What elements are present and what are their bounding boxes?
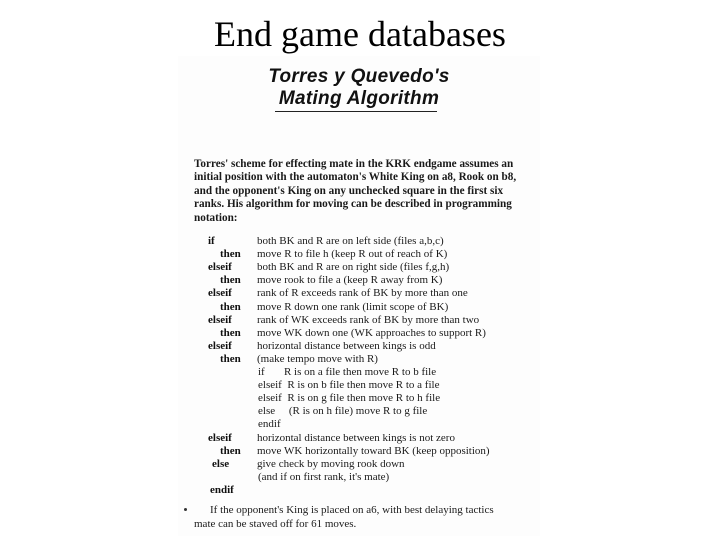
intro-line: initial position with the automaton's White King on a8, Rook on b8, bbox=[194, 171, 517, 184]
algorithm-statement: elseif R is on g file then move R to h file bbox=[258, 392, 441, 405]
bullet-dot bbox=[184, 508, 187, 511]
algorithm-statement: horizontal distance between kings is not zero bbox=[257, 431, 455, 444]
algorithm-statement: horizontal distance between kings is odd bbox=[257, 339, 436, 352]
algorithm-keyword: then bbox=[220, 248, 241, 261]
algorithm-keyword: elseif bbox=[208, 313, 232, 326]
algorithm-statement: rank of WK exceeds rank of BK by more than two bbox=[257, 313, 480, 326]
slide-title: End game databases bbox=[214, 14, 506, 54]
algorithm-statement: both BK and R are on right side (files f,g,h) bbox=[257, 261, 450, 274]
algorithm-statement: move R down one rank (limit scope of BK) bbox=[257, 300, 449, 313]
algorithm-keyword: then bbox=[220, 274, 241, 287]
algorithm-statement: if R is on a file then move R to b file bbox=[258, 366, 437, 378]
algorithm-keyword: elseif bbox=[208, 431, 232, 444]
intro-line: Torres' scheme for effecting mate in the KRK endgame assumes an bbox=[194, 158, 514, 170]
algorithm-keyword: then bbox=[220, 300, 241, 313]
footnote-line: If the opponent's King is placed on a6, with best delaying tactics bbox=[210, 504, 494, 516]
intro-line: notation: bbox=[194, 211, 238, 224]
algorithm-statement: move rook to file a (keep R away from K) bbox=[257, 274, 443, 287]
algorithm-statement: move WK down one (WK approaches to support R) bbox=[257, 326, 486, 339]
intro-line: ranks. His algorithm for moving can be described in programming bbox=[194, 198, 512, 211]
algorithm-keyword: elseif bbox=[208, 261, 232, 274]
algorithm-keyword: if bbox=[208, 235, 215, 247]
algorithm-statement: elseif R is on b file then move R to a file bbox=[258, 379, 440, 392]
intro-paragraph bbox=[194, 158, 534, 225]
algorithm-statement: give check by moving rook down bbox=[257, 457, 405, 470]
algorithm-keyword: else bbox=[212, 457, 230, 470]
heading-rule bbox=[275, 111, 437, 112]
algorithm-keyword: then bbox=[220, 352, 241, 365]
algorithm-keyword: endif bbox=[210, 483, 234, 496]
algorithm-statement: move WK horizontally toward BK (keep opposition) bbox=[257, 444, 490, 457]
algorithm-statement: (and if on first rank, it's mate) bbox=[258, 470, 390, 483]
book-heading-line-2: Mating Algorithm bbox=[278, 88, 440, 109]
algorithm-keyword: then bbox=[220, 444, 241, 457]
algorithm-statement: endif bbox=[258, 418, 281, 431]
algorithm-statement: (make tempo move with R) bbox=[257, 352, 378, 365]
scanned-page bbox=[178, 56, 540, 536]
algorithm-statement: move R to file h (keep R out of reach of K) bbox=[257, 248, 448, 261]
footnote bbox=[194, 504, 540, 531]
algorithm-keyword: elseif bbox=[208, 287, 232, 300]
algorithm-statement: else (R is on h file) move R to g file bbox=[258, 405, 428, 418]
algorithm-keyword: then bbox=[220, 326, 241, 339]
footnote-line: mate can be staved off for 61 moves. bbox=[194, 517, 357, 530]
intro-line: and the opponent's King on any unchecked square in the first six bbox=[194, 184, 504, 197]
algorithm-statement: both BK and R are on left side (files a,b,c) bbox=[257, 235, 444, 247]
algorithm-keyword: elseif bbox=[208, 339, 232, 352]
algorithm-statement: rank of R exceeds rank of BK by more than one bbox=[257, 287, 468, 300]
book-heading-line-1: Torres y Quevedo's bbox=[268, 66, 450, 87]
